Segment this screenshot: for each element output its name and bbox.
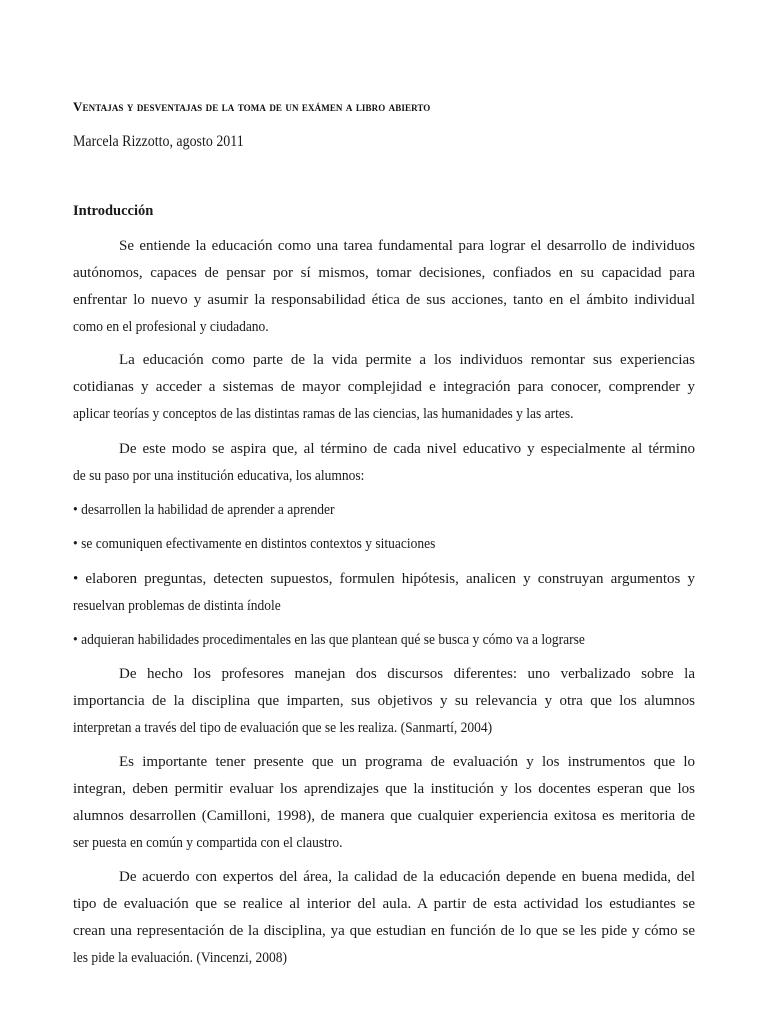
section-heading: Introducción (73, 203, 154, 219)
paragraph-line-text: interpretan a través del tipo de evaluación que se les realiza. (Sanmartí, 2004) (73, 720, 493, 736)
paragraph-line (73, 318, 695, 336)
paragraph-line: De acuerdo con expertos del área, la calidad de la educación depende en buena medida, del (119, 869, 695, 885)
paragraph-line: La educación como parte de la vida permite a los individuos remontar sus experiencias (119, 352, 695, 368)
list-item (73, 501, 695, 519)
paragraph-line (73, 467, 695, 485)
paragraph-line-text: como en el profesional y ciudadano. (73, 319, 269, 335)
paragraph-line: tipo de evaluación que se realice al interior del aula. A partir de esta actividad los estudiantes se (73, 896, 695, 912)
paragraph-line: De este modo se aspira que, al término de cada nivel educativo y especialmente al término (119, 441, 695, 457)
list-item-text: • desarrollen la habilidad de aprender a aprender (73, 502, 335, 518)
paragraph-line: De hecho los profesores manejan dos discursos diferentes: uno verbalizado sobre la (119, 666, 695, 682)
paragraph-line-text: de su paso por una institución educativa, los alumnos: (73, 468, 365, 484)
paragraph-line (73, 834, 695, 852)
list-item-text: • se comuniquen efectivamente en distintos contextos y situaciones (73, 536, 436, 552)
paragraph-line: enfrentar lo nuevo y asumir la responsabilidad ética de sus acciones, tanto en el ámbito individual (73, 292, 695, 308)
list-item-continuation (73, 597, 695, 615)
list-item-text: resuelvan problemas de distinta índole (73, 598, 281, 614)
list-item (73, 631, 695, 649)
paragraph-line: importancia de la disciplina que imparten, sus objetivos y su relevancia y otra que los alumnos (73, 693, 695, 709)
paragraph-line: Es importante tener presente que un programa de evaluación y los instrumentos que lo (119, 754, 695, 770)
list-item-text: • adquieran habilidades procedimentales en las que plantean qué se busca y cómo va a lograrse (73, 632, 585, 648)
paragraph-line: Se entiende la educación como una tarea fundamental para lograr el desarrollo de individuos (119, 238, 695, 254)
paragraph-line-text: aplicar teorías y conceptos de las distintas ramas de las ciencias, las humanidades y las artes. (73, 406, 574, 422)
paragraph-line-text: les pide la evaluación. (Vincenzi, 2008) (73, 950, 287, 966)
author-text: Marcela Rizzotto, agosto 2011 (73, 133, 244, 150)
paragraph-line-text: ser puesta en común y compartida con el claustro. (73, 835, 343, 851)
paragraph-line: autónomos, capaces de pensar por sí mismos, tomar decisiones, confiados en su capacidad para (73, 265, 695, 281)
paragraph-line: alumnos desarrollen (Camilloni, 1998), de manera que cualquier experiencia exitosa es meritoria de (73, 808, 695, 824)
document-title: Ventajas y desventajas de la toma de un exámen a libro abierto (73, 99, 431, 114)
paragraph-line (73, 405, 695, 423)
paragraph-line: cotidianas y acceder a sistemas de mayor complejidad e integración para conocer, comprender y (73, 379, 695, 395)
list-item (73, 535, 695, 553)
paragraph-line: integran, deben permitir evaluar los aprendizajes que la institución y los docentes esperan que los (73, 781, 695, 797)
author-date-line (73, 133, 263, 151)
paragraph-line: crean una representación de la disciplina, ya que estudian en función de lo que se les pide y cómo se (73, 923, 695, 939)
list-item: • elaboren preguntas, detecten supuestos, formulen hipótesis, analicen y construyan argumentos y (73, 571, 695, 587)
paragraph-line (73, 719, 695, 737)
paragraph-line (73, 949, 695, 967)
